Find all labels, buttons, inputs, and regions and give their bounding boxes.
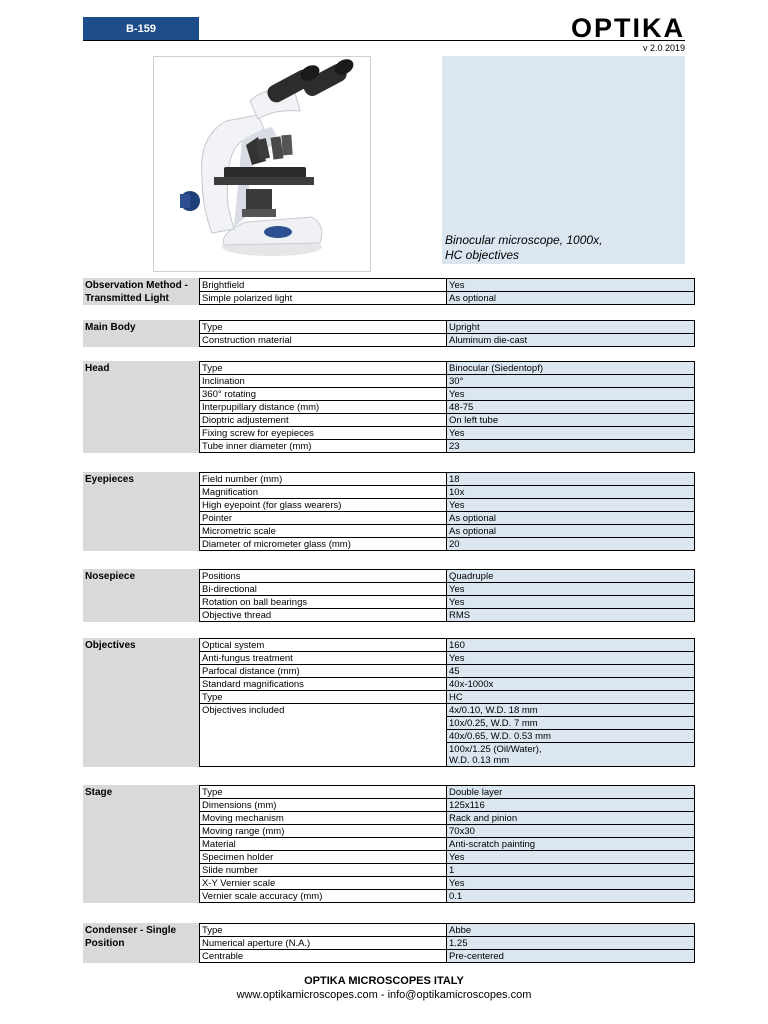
product-image — [153, 56, 371, 272]
spec-table — [199, 638, 695, 767]
spec-value: Binocular (Siedentopf) — [447, 362, 695, 375]
section-label-line: Condenser - Single — [85, 925, 177, 936]
spec-key: Field number (mm) — [200, 473, 447, 486]
spec-table — [199, 320, 695, 347]
brand-logo: OPTIKA — [570, 13, 685, 43]
spec-key: Standard magnifications — [200, 678, 447, 691]
table-row — [200, 473, 695, 486]
spec-key: Slide number — [200, 864, 447, 877]
spec-value: 160 — [447, 639, 695, 652]
table-row — [200, 864, 695, 877]
spec-value: 125x116 — [447, 799, 695, 812]
table-row — [200, 704, 695, 717]
spec-key: Tube inner diameter (mm) — [200, 440, 447, 453]
spec-key: Moving range (mm) — [200, 825, 447, 838]
section-nosepiece — [83, 569, 686, 622]
spec-key: Vernier scale accuracy (mm) — [200, 890, 447, 903]
spec-value: 20 — [447, 538, 695, 551]
product-description-box — [442, 56, 685, 264]
table-row — [200, 691, 695, 704]
spec-value: 10x — [447, 486, 695, 499]
table-row — [200, 401, 695, 414]
spec-value: 1.25 — [447, 937, 695, 950]
spec-key: High eyepoint (for glass wearers) — [200, 499, 447, 512]
spec-key: Positions — [200, 570, 447, 583]
spec-key: Magnification — [200, 486, 447, 499]
spec-value: 0.1 — [447, 890, 695, 903]
spec-value: Rack and pinion — [447, 812, 695, 825]
section-label — [83, 278, 199, 305]
section-label — [83, 320, 199, 347]
spec-key: Specimen holder — [200, 851, 447, 864]
table-row — [200, 525, 695, 538]
spec-table — [199, 785, 695, 903]
spec-table — [199, 472, 695, 551]
spec-value: 48-75 — [447, 401, 695, 414]
spec-value: Pre-centered — [447, 950, 695, 963]
spec-key: Type — [200, 691, 447, 704]
table-row — [200, 950, 695, 963]
table-row — [200, 924, 695, 937]
spec-key: Optical system — [200, 639, 447, 652]
footer-contact: www.optikamicroscopes.com - info@optikamicroscopes.com — [236, 989, 532, 1001]
spec-table — [199, 923, 695, 963]
table-row — [200, 812, 695, 825]
section-label-line: Eyepieces — [85, 474, 134, 485]
spec-key: Objectives included — [200, 704, 447, 767]
spec-key: Parfocal distance (mm) — [200, 665, 447, 678]
spec-value: 40x-1000x — [447, 678, 695, 691]
spec-key: Brightfield — [200, 279, 447, 292]
spec-value: As optional — [447, 525, 695, 538]
spec-table — [199, 361, 695, 453]
section-main-body — [83, 320, 686, 347]
table-row — [200, 877, 695, 890]
spec-key: Type — [200, 321, 447, 334]
section-label-line: Nosepiece — [85, 571, 136, 582]
table-row — [200, 414, 695, 427]
section-stage — [83, 785, 686, 903]
section-label-line: Transmitted Light — [85, 293, 169, 304]
spec-key: Objective thread — [200, 609, 447, 622]
spec-key: Rotation on ball bearings — [200, 596, 447, 609]
spec-key: Diameter of micrometer glass (mm) — [200, 538, 447, 551]
spec-value: 18 — [447, 473, 695, 486]
table-row — [200, 440, 695, 453]
spec-value: Upright — [447, 321, 695, 334]
spec-value: Yes — [447, 851, 695, 864]
spec-key: Inclination — [200, 375, 447, 388]
table-row — [200, 652, 695, 665]
table-row — [200, 639, 695, 652]
spec-value: 70x30 — [447, 825, 695, 838]
table-row — [200, 538, 695, 551]
spec-key: Centrable — [200, 950, 447, 963]
section-label — [83, 361, 199, 453]
version-label: v 2.0 2019 — [642, 43, 685, 53]
spec-key: Moving mechanism — [200, 812, 447, 825]
product-description — [445, 233, 681, 263]
spec-value-line: W.D. 0.13 mm — [449, 755, 510, 766]
spec-value: Yes — [447, 877, 695, 890]
table-row — [200, 279, 695, 292]
table-row — [200, 570, 695, 583]
spec-value-line: 100x/1.25 (Oil/Water), — [449, 744, 542, 755]
microscope-image — [154, 57, 370, 271]
spec-table — [199, 278, 695, 305]
spec-key: Interpupillary distance (mm) — [200, 401, 447, 414]
table-row — [200, 937, 695, 950]
description-line-1: Binocular microscope, 1000x, — [445, 233, 603, 247]
spec-key: Anti-fungus treatment — [200, 652, 447, 665]
spec-value: Yes — [447, 427, 695, 440]
table-row — [200, 362, 695, 375]
table-row — [200, 334, 695, 347]
footer-company: OPTIKA MICROSCOPES ITALY — [304, 975, 464, 987]
table-row — [200, 512, 695, 525]
table-row — [200, 838, 695, 851]
spec-value — [447, 743, 695, 767]
section-label — [83, 785, 199, 903]
spec-key: Construction material — [200, 334, 447, 347]
spec-key: Simple polarized light — [200, 292, 447, 305]
table-row — [200, 375, 695, 388]
spec-key: Type — [200, 924, 447, 937]
spec-key: Type — [200, 362, 447, 375]
spec-value: 23 — [447, 440, 695, 453]
section-label-line: Observation Method - — [85, 280, 188, 291]
section-label-line: Position — [85, 938, 125, 949]
spec-value: Yes — [447, 388, 695, 401]
spec-value: HC — [447, 691, 695, 704]
section-label — [83, 638, 199, 767]
section-objectives — [83, 638, 686, 767]
model-badge: B-159 — [83, 17, 199, 41]
section-head — [83, 361, 686, 453]
spec-value: Yes — [447, 583, 695, 596]
spec-value: Yes — [447, 652, 695, 665]
spec-key: X-Y Vernier scale — [200, 877, 447, 890]
table-row — [200, 583, 695, 596]
table-row — [200, 665, 695, 678]
table-row — [200, 678, 695, 691]
section-label — [83, 472, 199, 551]
table-row — [200, 851, 695, 864]
spec-value: As optional — [447, 512, 695, 525]
spec-value: Abbe — [447, 924, 695, 937]
spec-value: On left tube — [447, 414, 695, 427]
table-row — [200, 499, 695, 512]
table-row — [200, 292, 695, 305]
table-row — [200, 388, 695, 401]
spec-key: Micrometric scale — [200, 525, 447, 538]
spec-key: Type — [200, 786, 447, 799]
section-label — [83, 923, 199, 963]
spec-value: Double layer — [447, 786, 695, 799]
table-row — [200, 486, 695, 499]
section-label-line: Stage — [85, 787, 113, 798]
spec-value: 4x/0.10, W.D. 18 mm — [447, 704, 695, 717]
description-line-2: HC objectives — [445, 248, 520, 262]
spec-value: 1 — [447, 864, 695, 877]
section-eyepieces — [83, 472, 686, 551]
section-label-line: Objectives — [85, 640, 136, 651]
section-label-line: Head — [85, 363, 110, 374]
table-row — [200, 609, 695, 622]
spec-key: 360° rotating — [200, 388, 447, 401]
table-row — [200, 825, 695, 838]
section-observation-method — [83, 278, 686, 305]
spec-value: Yes — [447, 279, 695, 292]
spec-value: 40x/0.65, W.D. 0.53 mm — [447, 730, 695, 743]
section-label-line: Main Body — [85, 322, 136, 333]
spec-value: Yes — [447, 499, 695, 512]
spec-key: Dioptric adjustement — [200, 414, 447, 427]
spec-value: RMS — [447, 609, 695, 622]
section-condenser — [83, 923, 686, 963]
spec-value: As optional — [447, 292, 695, 305]
table-row — [200, 427, 695, 440]
spec-key: Material — [200, 838, 447, 851]
spec-value: Quadruple — [447, 570, 695, 583]
spec-value: Aluminum die-cast — [447, 334, 695, 347]
table-row — [200, 799, 695, 812]
spec-value: Yes — [447, 596, 695, 609]
section-label — [83, 569, 199, 622]
spec-key: Bi-directional — [200, 583, 447, 596]
table-row — [200, 596, 695, 609]
spec-value: Anti-scratch painting — [447, 838, 695, 851]
spec-value: 10x/0.25, W.D. 7 mm — [447, 717, 695, 730]
spec-value: 30° — [447, 375, 695, 388]
spec-key: Pointer — [200, 512, 447, 525]
spec-key: Numerical aperture (N.A.) — [200, 937, 447, 950]
spec-key: Fixing screw for eyepieces — [200, 427, 447, 440]
spec-key: Dimensions (mm) — [200, 799, 447, 812]
table-row — [200, 786, 695, 799]
table-row — [200, 321, 695, 334]
spec-table — [199, 569, 695, 622]
table-row — [200, 890, 695, 903]
spec-value: 45 — [447, 665, 695, 678]
